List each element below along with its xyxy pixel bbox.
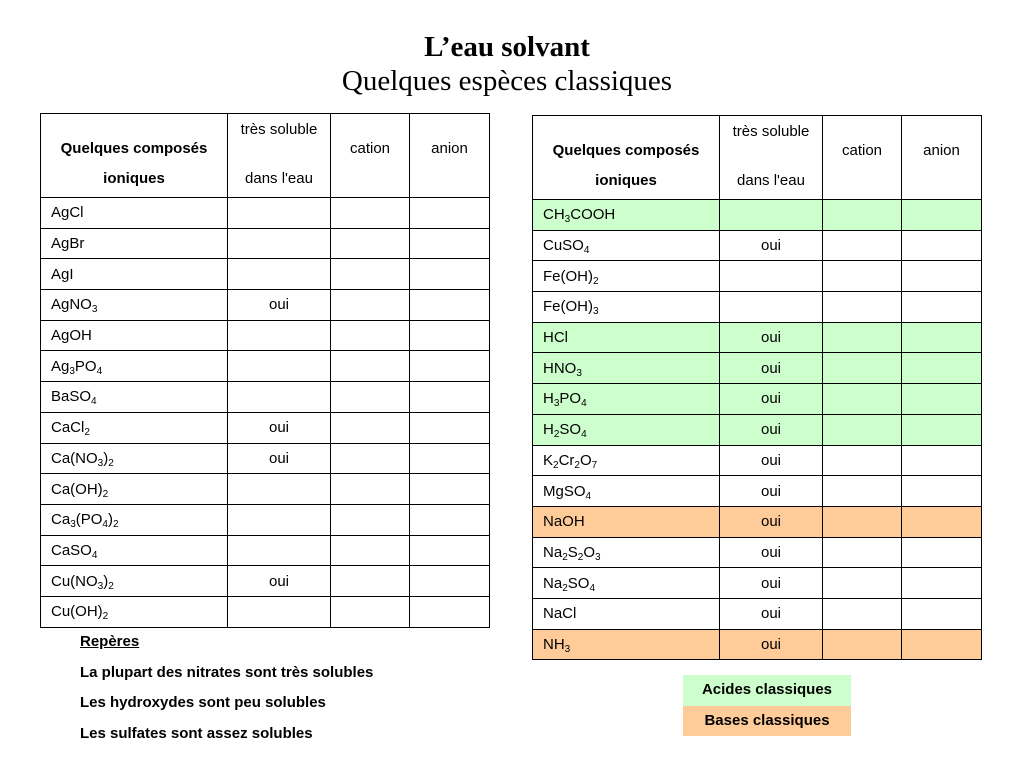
compound-name (41, 504, 228, 535)
table-header-row (533, 116, 982, 200)
anion-cell (902, 322, 982, 353)
formula-text: NH (543, 635, 565, 653)
formula-text: CH (543, 206, 565, 224)
cation-cell (331, 259, 410, 290)
cation-cell (331, 228, 410, 259)
formula-text: CuSO (543, 237, 584, 255)
notes-heading: Repères (80, 633, 140, 650)
formula-text: PO (74, 357, 97, 375)
header-soluble (228, 114, 331, 198)
table-row (533, 353, 982, 384)
anion-cell (902, 629, 982, 660)
soluble-cell: oui (228, 443, 331, 474)
cation-cell (823, 200, 902, 231)
formula-subscript: 2 (577, 551, 584, 563)
soluble-cell: oui (720, 476, 823, 507)
compound-name (533, 598, 720, 629)
formula-text: (PO (75, 511, 103, 529)
header-compounds-line1: Quelques composés (60, 140, 208, 157)
soluble-cell: oui (720, 537, 823, 568)
cation-cell (823, 506, 902, 537)
formula-text: ) (103, 572, 109, 590)
formula-subscript: 2 (553, 459, 559, 471)
formula-subscript: 4 (581, 398, 587, 410)
anion-cell (410, 596, 490, 627)
cation-cell (331, 382, 410, 413)
formula-subscript: 3 (553, 398, 560, 410)
cation-cell (331, 443, 410, 474)
table-row (41, 443, 490, 474)
cation-cell (823, 568, 902, 599)
formula-text: Ag (51, 357, 70, 375)
compound-name (41, 382, 228, 413)
compound-name (533, 261, 720, 292)
soluble-cell (228, 351, 331, 382)
table-row (533, 414, 982, 445)
compound-name (41, 474, 228, 505)
formula-subscript: 3 (91, 304, 98, 316)
soluble-cell: oui (720, 506, 823, 537)
formula-subscript: 2 (562, 551, 568, 563)
formula-text: NaCl (543, 605, 577, 623)
compound-name (533, 414, 720, 445)
header-compounds-line1: Quelques composés (552, 142, 700, 159)
soluble-cell: oui (720, 629, 823, 660)
anion-cell (902, 261, 982, 292)
formula-text: K (543, 451, 554, 469)
table-row (533, 230, 982, 261)
legend-bases: Bases classiques (683, 706, 851, 737)
formula-subscript: 3 (564, 214, 571, 226)
formula-text: Cr (558, 451, 575, 469)
formula-text: CaSO (51, 541, 92, 559)
formula-text: SO (559, 421, 582, 439)
cation-cell (823, 261, 902, 292)
formula-text: AgCl (51, 204, 84, 222)
header-soluble-line1: très soluble (240, 121, 318, 138)
cation-cell (823, 537, 902, 568)
compound-name (41, 198, 228, 229)
formula-text: HCl (543, 329, 568, 347)
soluble-cell (228, 535, 331, 566)
soluble-cell (228, 382, 331, 413)
formula-subscript: 3 (595, 551, 601, 563)
table-row (41, 474, 490, 505)
formula-text: AgI (51, 265, 74, 283)
anion-cell (410, 351, 490, 382)
table-row (41, 596, 490, 627)
formula-subscript: 2 (102, 488, 109, 500)
formula-text: AgBr (51, 235, 85, 253)
anion-cell (902, 476, 982, 507)
soluble-cell (228, 259, 331, 290)
anion-cell (902, 230, 982, 261)
table-row (533, 598, 982, 629)
anion-cell (902, 353, 982, 384)
formula-text: O (579, 451, 592, 469)
anion-cell (410, 320, 490, 351)
header-compounds (533, 116, 720, 200)
cation-cell (823, 230, 902, 261)
formula-subscript: 2 (108, 580, 114, 592)
table-row (533, 445, 982, 476)
formula-text: Fe(OH) (543, 267, 593, 285)
anion-cell (902, 568, 982, 599)
cation-cell (823, 353, 902, 384)
anion-cell (902, 506, 982, 537)
formula-text: Ca(NO (51, 449, 98, 467)
table-row (41, 504, 490, 535)
formula-subscript: 2 (84, 427, 90, 439)
table-row (41, 382, 490, 413)
formula-subscript: 2 (574, 459, 580, 471)
formula-subscript: 4 (589, 582, 595, 594)
formula-text: PO (559, 390, 582, 408)
header-compounds-line2: ioniques (103, 170, 165, 187)
formula-subscript: 3 (97, 580, 104, 592)
compound-name (533, 506, 720, 537)
soluble-cell (228, 228, 331, 259)
notes-block (80, 632, 373, 754)
table-row (41, 290, 490, 321)
cation-cell (331, 474, 410, 505)
table-row (41, 320, 490, 351)
page-title: L’eau solvant (424, 31, 590, 63)
formula-subscript: 3 (593, 306, 599, 318)
compound-name (41, 535, 228, 566)
formula-text: S (567, 543, 578, 561)
formula-subscript: 4 (581, 429, 587, 441)
cation-cell (331, 504, 410, 535)
formula-text: Na (543, 574, 563, 592)
table-row (41, 535, 490, 566)
left-compounds-table (40, 113, 490, 628)
soluble-cell (720, 292, 823, 323)
soluble-cell: oui (720, 353, 823, 384)
anion-cell (902, 200, 982, 231)
header-soluble (720, 116, 823, 200)
header-compounds-line2: ioniques (595, 172, 657, 189)
table-row (41, 412, 490, 443)
formula-subscript: 2 (593, 275, 599, 287)
cation-cell (331, 351, 410, 382)
table-row (533, 476, 982, 507)
formula-subscript: 2 (108, 457, 114, 469)
formula-subscript: 7 (591, 459, 598, 471)
compound-name (41, 566, 228, 597)
formula-text: H (543, 390, 554, 408)
formula-text: Cu(NO (51, 572, 98, 590)
formula-subscript: 4 (585, 490, 592, 502)
anion-cell (410, 443, 490, 474)
cation-cell (823, 414, 902, 445)
soluble-cell (228, 198, 331, 229)
header-soluble-line2: dans l'eau (737, 172, 805, 189)
table-row (41, 566, 490, 597)
legend (683, 675, 851, 736)
anion-cell (410, 259, 490, 290)
formula-text: BaSO (51, 388, 92, 406)
compound-name (533, 629, 720, 660)
header-cation-label: cation (349, 140, 391, 157)
soluble-cell (228, 320, 331, 351)
anion-cell (410, 382, 490, 413)
cation-cell (823, 292, 902, 323)
table-row (533, 292, 982, 323)
formula-subscript: 3 (564, 643, 571, 655)
formula-text: ) (107, 511, 113, 529)
anion-cell (902, 292, 982, 323)
formula-text: H (543, 421, 554, 439)
formula-subscript: 4 (102, 519, 108, 531)
soluble-cell: oui (228, 566, 331, 597)
compound-name (533, 200, 720, 231)
table-row (41, 228, 490, 259)
cation-cell (331, 412, 410, 443)
compound-name (41, 351, 228, 382)
anion-cell (410, 412, 490, 443)
table-row (533, 322, 982, 353)
formula-subscript: 4 (91, 396, 97, 408)
formula-text: HNO (543, 359, 577, 377)
compound-name (41, 228, 228, 259)
anion-cell (410, 504, 490, 535)
formula-text: CaCl (51, 419, 85, 437)
anion-cell (902, 598, 982, 629)
table-row (533, 261, 982, 292)
formula-text: O (583, 543, 595, 561)
formula-text: SO (567, 574, 590, 592)
compound-name (41, 290, 228, 321)
compound-name (533, 537, 720, 568)
compound-name (533, 476, 720, 507)
formula-text: MgSO (543, 482, 586, 500)
legend-acids: Acides classiques (683, 675, 851, 706)
soluble-cell: oui (720, 568, 823, 599)
cation-cell (823, 476, 902, 507)
compound-name (533, 384, 720, 415)
formula-text: Na (543, 543, 563, 561)
soluble-cell: oui (720, 445, 823, 476)
formula-text: Ca (51, 511, 71, 529)
formula-subscript: 3 (576, 367, 582, 379)
soluble-cell: oui (720, 230, 823, 261)
table-row (533, 629, 982, 660)
soluble-cell (228, 504, 331, 535)
formula-text: AgNO (51, 296, 92, 314)
compound-name (533, 445, 720, 476)
soluble-cell: oui (720, 322, 823, 353)
note-line: Les hydroxydes sont peu solubles (80, 694, 326, 711)
soluble-cell: oui (720, 414, 823, 445)
page-subtitle: Quelques espèces classiques (341, 65, 673, 97)
formula-text: Ca(OH) (51, 480, 103, 498)
cation-cell (331, 535, 410, 566)
anion-cell (410, 290, 490, 321)
formula-subscript: 3 (69, 365, 75, 377)
cation-cell (331, 566, 410, 597)
anion-cell (902, 384, 982, 415)
formula-subscript: 3 (70, 519, 76, 531)
cation-cell (823, 629, 902, 660)
cation-cell (823, 322, 902, 353)
compound-name (533, 353, 720, 384)
anion-cell (902, 537, 982, 568)
soluble-cell: oui (720, 384, 823, 415)
soluble-cell (228, 596, 331, 627)
right-compounds-table (532, 115, 982, 660)
table-row (533, 537, 982, 568)
soluble-cell: oui (228, 412, 331, 443)
anion-cell (902, 445, 982, 476)
compound-name (533, 292, 720, 323)
cation-cell (331, 198, 410, 229)
table-row (41, 259, 490, 290)
formula-subscript: 3 (97, 457, 104, 469)
header-soluble-line1: très soluble (732, 123, 810, 140)
compound-name (41, 320, 228, 351)
formula-subscript: 2 (553, 429, 560, 441)
compound-name (533, 322, 720, 353)
anion-cell (410, 474, 490, 505)
header-anion-label: anion (431, 140, 468, 157)
soluble-cell (228, 474, 331, 505)
table-row (41, 351, 490, 382)
cation-cell (823, 598, 902, 629)
header-anion-label: anion (923, 142, 960, 159)
note-line: Les sulfates sont assez solubles (80, 724, 313, 742)
formula-text: AgOH (51, 327, 92, 345)
compound-name (41, 259, 228, 290)
soluble-cell (720, 261, 823, 292)
formula-subscript: 2 (102, 611, 109, 623)
anion-cell (410, 566, 490, 597)
soluble-cell (720, 200, 823, 231)
header-anion (410, 114, 490, 198)
header-cation (331, 114, 410, 198)
formula-text: Fe(OH) (543, 298, 593, 316)
table-header-row (41, 114, 490, 198)
compound-name (41, 596, 228, 627)
header-soluble-line2: dans l'eau (245, 170, 313, 187)
cation-cell (331, 320, 410, 351)
table-row (533, 568, 982, 599)
soluble-cell: oui (228, 290, 331, 321)
formula-subscript: 4 (96, 365, 103, 377)
table-row (533, 506, 982, 537)
header-compounds (41, 114, 228, 198)
compound-name (41, 412, 228, 443)
cation-cell (331, 290, 410, 321)
anion-cell (902, 414, 982, 445)
note-line: La plupart des nitrates sont très solubles (80, 663, 374, 681)
formula-subscript: 2 (112, 519, 119, 531)
formula-text: Cu(OH) (51, 603, 103, 621)
formula-subscript: 2 (562, 582, 568, 594)
table-row (533, 384, 982, 415)
formula-text: COOH (570, 206, 616, 224)
cation-cell (823, 384, 902, 415)
anion-cell (410, 228, 490, 259)
formula-subscript: 4 (91, 549, 98, 561)
header-cation (823, 116, 902, 200)
table-row (533, 200, 982, 231)
compound-name (533, 568, 720, 599)
anion-cell (410, 535, 490, 566)
header-anion (902, 116, 982, 200)
soluble-cell: oui (720, 598, 823, 629)
cation-cell (331, 596, 410, 627)
table-row (41, 198, 490, 229)
formula-text: ) (103, 449, 109, 467)
anion-cell (410, 198, 490, 229)
cation-cell (823, 445, 902, 476)
header-cation-label: cation (841, 142, 883, 159)
formula-text: NaOH (543, 513, 585, 531)
compound-name (533, 230, 720, 261)
formula-subscript: 4 (583, 245, 590, 257)
title-block (0, 30, 1014, 98)
compound-name (41, 443, 228, 474)
